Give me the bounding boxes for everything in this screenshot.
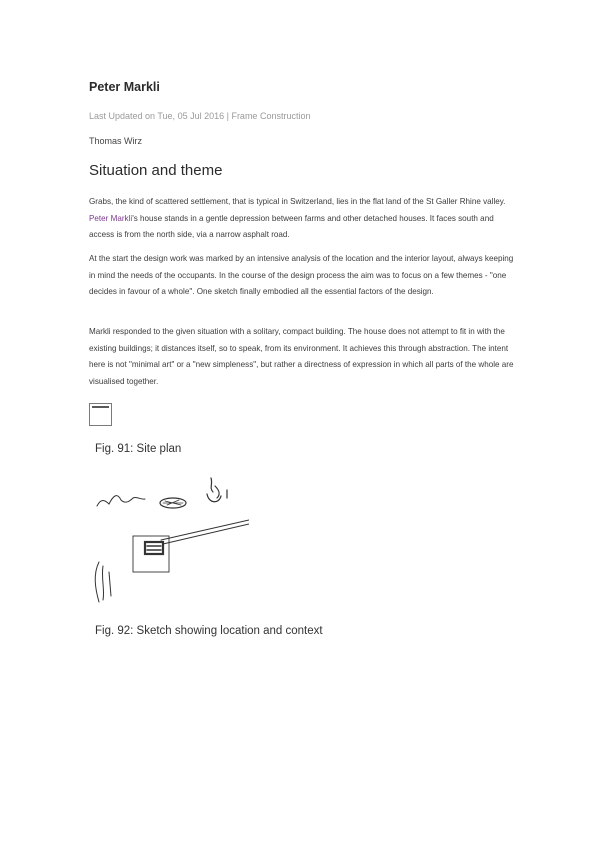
figure-91-caption: Fig. 91: Site plan xyxy=(95,443,182,455)
thumbnail-bar xyxy=(92,406,109,408)
sketch-tree-hatch xyxy=(163,500,183,505)
paragraph-1-text-start: Grabs, the kind of scattered settlement, that is typical in Switzerland, lies in the flat land of the St Galler Rhine valley. xyxy=(89,197,506,206)
section-title: Situation and theme xyxy=(89,162,223,179)
sketch-hills xyxy=(97,496,145,506)
paragraph-3: Markli responded to the given situation with a solitary, compact building. The house does not attempt to fit in with the existing buildings; it distances itself, so to speak, from its environment. It achieves this through abstraction. The intent here is not "minimal art" or a "new simpleness", but rather a directness of expression in which all parts of the whole are visualised together. xyxy=(89,327,514,386)
sketch-figure xyxy=(207,478,227,502)
paragraph-1 xyxy=(89,194,517,244)
site-plan-image-icon[interactable] xyxy=(89,403,112,426)
article-byline: Thomas Wirz xyxy=(89,136,143,146)
sketch-road xyxy=(161,520,249,544)
figure-92-caption: Fig. 92: Sketch showing location and context xyxy=(95,625,323,637)
sketch-trees-left xyxy=(95,562,111,602)
article-meta: Last Updated on Tue, 05 Jul 2016 | Frame Construction xyxy=(89,111,311,121)
peter-markli-link[interactable]: Peter Markli xyxy=(89,213,133,223)
paragraph-2: At the start the design work was marked by an intensive analysis of the location and the interior layout, always keeping in mind the needs of the occupants. In the course of the design process the aim was to focus on a few themes - "one decides in favour of a whole". One sketch finally embodied all the essential factors of the design. xyxy=(89,254,514,296)
location-sketch-image xyxy=(89,470,249,610)
sketch-house-hatch xyxy=(147,546,161,550)
paragraph-1-text-end: 's house stands in a gentle depression between farms and other detached houses. It faces south and access is from the north side, via a narrow asphalt road. xyxy=(89,213,494,239)
author-title: Peter Markli xyxy=(89,80,160,94)
sketch-house xyxy=(145,542,163,554)
